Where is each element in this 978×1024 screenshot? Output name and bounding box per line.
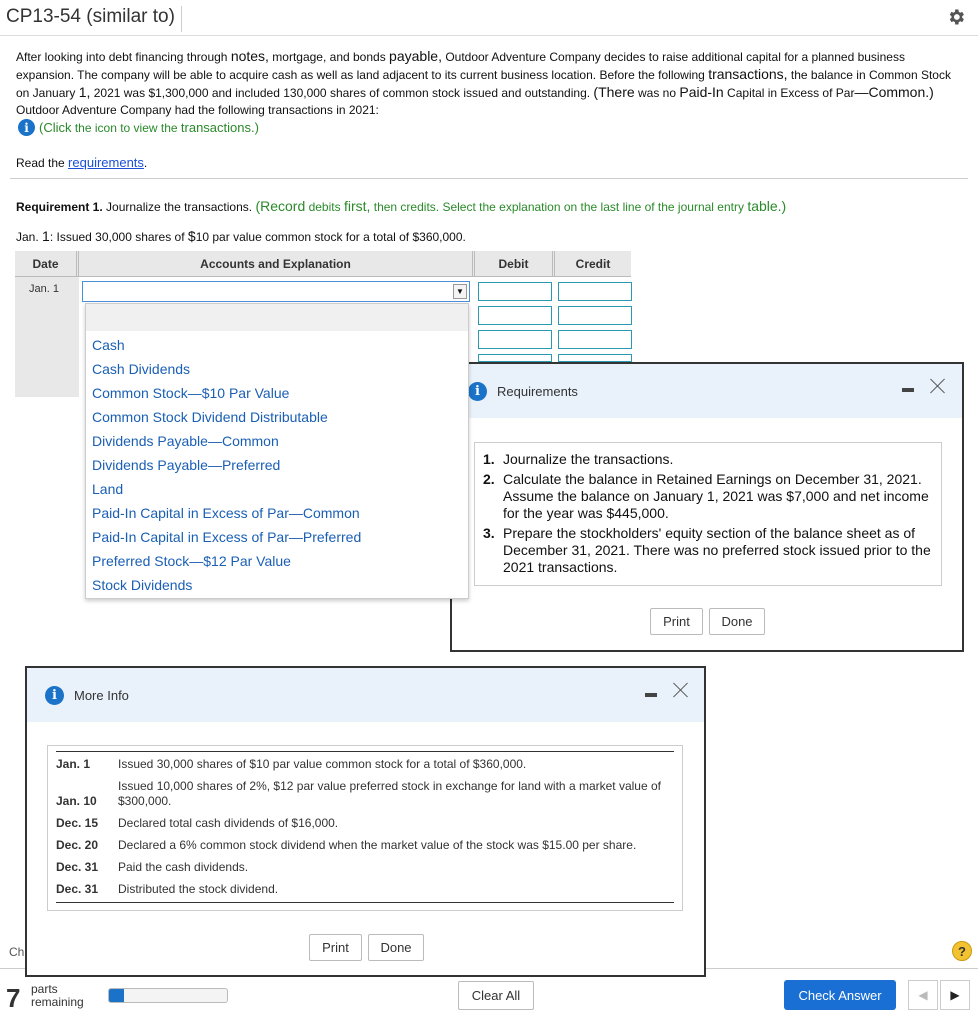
requirements-modal-header	[452, 364, 962, 418]
minimize-icon[interactable]	[645, 693, 657, 697]
divider	[10, 178, 968, 179]
more-info-modal-header	[27, 668, 704, 722]
dropdown-option[interactable]: Common Stock—$10 Par Value	[92, 385, 290, 401]
requirements-modal	[450, 362, 964, 652]
debit-input[interactable]	[478, 306, 552, 325]
transaction-row: Dec. 31 Paid the cash dividends.	[56, 860, 249, 874]
close-icon[interactable]	[673, 682, 689, 698]
info-icon: i	[468, 382, 487, 401]
requirements-modal-title: Requirements	[497, 383, 578, 399]
dropdown-option[interactable]: Cash	[92, 337, 125, 353]
check-answer-button[interactable]: Check Answer	[784, 980, 896, 1010]
info-icon: i	[45, 686, 64, 705]
accounts-header: Accounts and Explanation	[79, 251, 475, 276]
transaction-prompt: Jan. 1: Issued 30,000 shares of $10 par value common stock for a total of $360,000.	[16, 228, 466, 244]
more-info-modal-title: More Info	[74, 687, 129, 703]
requirement-1-instruction: Requirement 1. Journalize the transactions. (Record debits first, then credits. Select the explanation on the last line of the journal entry table.)	[16, 198, 787, 214]
page-title: CP13-54 (similar to)	[6, 6, 182, 32]
account-select[interactable]	[82, 281, 470, 302]
gear-icon[interactable]	[946, 7, 966, 27]
previous-arrow-icon[interactable]: ◀	[908, 980, 938, 1010]
debit-input[interactable]	[478, 330, 552, 349]
credit-input[interactable]	[558, 330, 632, 349]
close-icon[interactable]	[930, 378, 946, 394]
transaction-row: Dec. 15 Declared total cash dividends of $16,000.	[56, 816, 339, 830]
requirement-item: 1. Journalize the transactions.	[483, 451, 674, 467]
requirements-list	[474, 442, 942, 586]
credit-input[interactable]	[558, 282, 632, 301]
dropdown-option[interactable]: Stock Dividends	[92, 577, 193, 593]
dropdown-blank-option[interactable]	[86, 304, 468, 331]
requirement-item: 2. Calculate the balance in Retained Earnings on December 31, 2021. Assume the balance on January 1, 2021 was $7,000 and net income for the year was $445,000.	[483, 471, 929, 521]
credit-header: Credit	[575, 256, 611, 271]
print-button[interactable]: Print	[650, 608, 703, 635]
account-dropdown-list	[85, 303, 469, 599]
dropdown-option[interactable]: Dividends Payable—Common	[92, 433, 279, 449]
transaction-row: Jan. 1 Issued 30,000 shares of $10 par value common stock for a total of $360,000.	[56, 757, 527, 771]
dropdown-option[interactable]: Preferred Stock—$12 Par Value	[92, 553, 291, 569]
read-requirements: Read the requirements.	[16, 155, 148, 170]
top-bar	[0, 0, 978, 36]
print-button[interactable]: Print	[309, 934, 362, 961]
row-date: Jan. 1	[15, 277, 79, 301]
dropdown-option[interactable]: Cash Dividends	[92, 361, 191, 377]
dropdown-arrow-icon[interactable]: ▼	[453, 284, 467, 299]
problem-description: After looking into debt financing through notes, mortgage, and bonds payable, Outdoor Adventure Company decides to raise additional capital for a planned business expansion. The company will be able to acquire cash as well as land adjacent to its current business location. Before the following transactions, the balance in Common Stock on January 1, 2021 was $1,300,000 and included 130,000 shares of common stock issued and outstanding. (There was no Paid-In Capital in Excess of Par—Common.) Outdoor Adventure Company had the following transactions in 2021:	[16, 48, 951, 117]
info-icon[interactable]: i	[18, 119, 35, 136]
requirement-item: 3. Prepare the stockholders' equity section of the balance sheet as of December 31, 2021. There was no preferred stock issued prior to the 2021 transactions.	[483, 525, 931, 575]
requirements-link[interactable]: requirements	[68, 155, 144, 170]
help-icon[interactable]: ?	[952, 941, 972, 961]
debit-input[interactable]	[478, 282, 552, 301]
chapter-label: Ch	[9, 945, 25, 959]
done-button[interactable]: Done	[709, 608, 765, 635]
parts-label: parts remaining	[31, 982, 84, 1009]
more-info-modal	[25, 666, 706, 977]
transactions-list	[47, 745, 683, 911]
journal-header	[15, 251, 631, 277]
dropdown-option[interactable]: Paid-In Capital in Excess of Par—Common	[92, 505, 360, 521]
credit-input[interactable]	[558, 306, 632, 325]
clear-all-button[interactable]: Clear All	[458, 981, 534, 1010]
dropdown-option[interactable]: Common Stock Dividend Distributable	[92, 409, 328, 425]
transaction-row: Dec. 31 Distributed the stock dividend.	[56, 882, 279, 896]
next-arrow-icon[interactable]: ▶	[940, 980, 970, 1010]
done-button[interactable]: Done	[368, 934, 424, 961]
parts-count: 7	[6, 983, 21, 1013]
progress-fill	[109, 989, 124, 1002]
debit-header: Debit	[475, 251, 555, 276]
dropdown-option[interactable]: Paid-In Capital in Excess of Par—Preferred	[92, 529, 362, 545]
transaction-row: Dec. 20 Declared a 6% common stock dividend when the market value of the stock was $15.00 per share.	[56, 838, 637, 852]
date-header: Date	[15, 251, 79, 276]
minimize-icon[interactable]	[902, 388, 914, 392]
transaction-row: Jan. 10 Issued 10,000 shares of 2%, $12 par value preferred stock in exchange for land with a market value of $300,000.	[56, 779, 661, 808]
credit-input[interactable]	[558, 354, 632, 362]
transactions-info-line: i (Click the icon to view the transactions.)	[18, 119, 259, 136]
dropdown-option[interactable]: Land	[92, 481, 124, 497]
debit-input[interactable]	[478, 354, 552, 362]
progress-bar	[108, 988, 228, 1003]
dropdown-option[interactable]: Dividends Payable—Preferred	[92, 457, 281, 473]
